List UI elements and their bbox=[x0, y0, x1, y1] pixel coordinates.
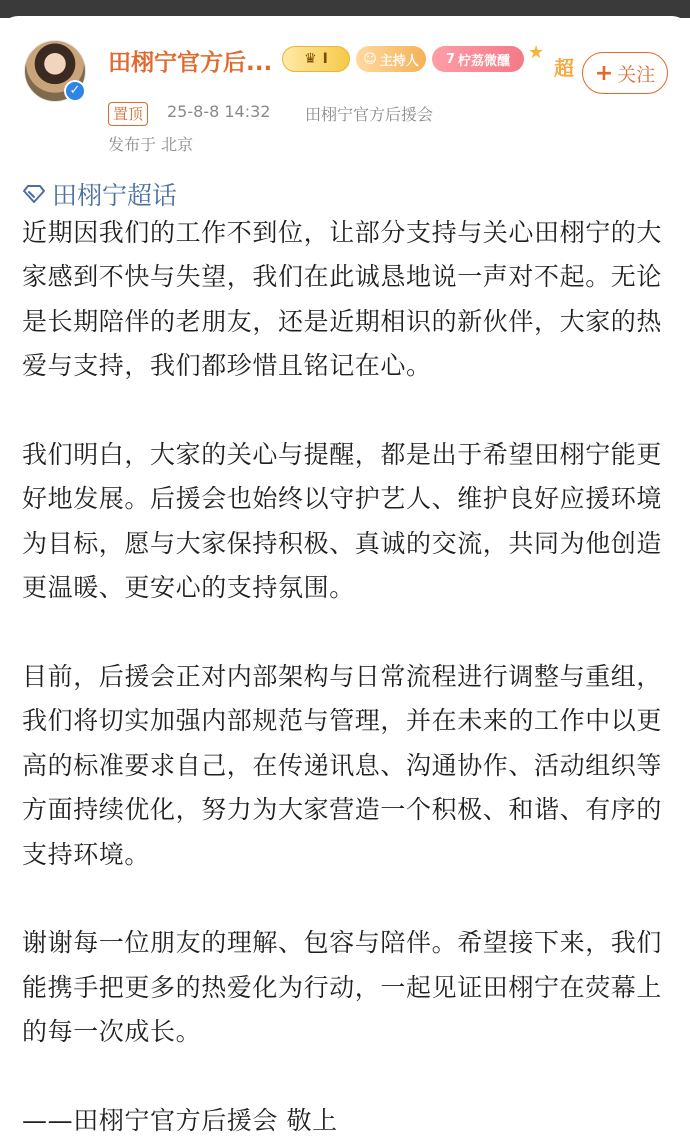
follow-button[interactable] bbox=[582, 52, 668, 94]
host-icon: ☺ bbox=[363, 51, 377, 67]
paragraph-1: 近期因我们的工作不到位，让部分支持与关心田栩宁的大家感到不快与失望，我们在此诚恳地说一声对不起。无论是长期陪伴的老朋友，还是近期相识的新伙伴，大家的热爱与支持，我们都珍惜且铭记在心。 bbox=[22, 218, 663, 381]
plus-icon: + bbox=[594, 60, 614, 86]
post-time: 25-8-8 14:32 bbox=[167, 102, 271, 121]
super-topic-badge[interactable] bbox=[528, 42, 588, 84]
crown-icon: ♛ bbox=[304, 51, 317, 67]
super-topic-link[interactable] bbox=[22, 176, 177, 212]
post-source[interactable]: 田栩宁官方后援会 bbox=[305, 105, 434, 124]
follow-label: 关注 bbox=[617, 63, 656, 86]
post-content bbox=[22, 211, 672, 1143]
host-badge[interactable] bbox=[356, 46, 426, 72]
signature: ——田栩宁官方后援会 敬上 bbox=[22, 1106, 338, 1136]
pinned-badge: 置顶 bbox=[108, 102, 148, 126]
post-card bbox=[0, 16, 690, 1140]
paragraph-2: 我们明白，大家的关心与提醒，都是出于希望田栩宁能更好地发展。后援会也始终以守护艺人、维护良好应援环境为目标，愿与大家保持积极、真诚的交流，共同为他创造更温暖、更安心的支持氛围。 bbox=[22, 440, 663, 603]
diamond-icon bbox=[22, 184, 46, 204]
lychee-label: 柠荔微醺 bbox=[458, 53, 511, 69]
crown-level: I bbox=[322, 51, 328, 67]
super-label: 超 bbox=[554, 56, 574, 80]
author-name[interactable]: 田栩宁官方后... bbox=[108, 50, 273, 76]
host-label: 主持人 bbox=[379, 53, 419, 69]
paragraph-4: 谢谢每一位朋友的理解、包容与陪伴。希望接下来，我们能携手把更多的热爱化为行动，一起见证田栩宁在荧幕上的每一次成长。 bbox=[22, 928, 663, 1047]
paragraph-3: 目前，后援会正对内部架构与日常流程进行调整与重组，我们将切实加强内部规范与管理，并在未来的工作中以更高的标准要求自己，在传递讯息、沟通协作、活动组织等方面持续优化，努力为大家营造一个积极、和谐、有序的支持环境。 bbox=[22, 662, 663, 869]
verified-icon: ✓ bbox=[64, 80, 86, 102]
lychee-badge[interactable] bbox=[432, 46, 524, 72]
star-icon: ★ bbox=[528, 42, 545, 63]
crown-badge[interactable] bbox=[282, 46, 350, 72]
lychee-num: 7 bbox=[445, 51, 456, 67]
post-location: 发布于 北京 bbox=[108, 135, 194, 154]
topic-label: 田栩宁超话 bbox=[52, 181, 178, 210]
